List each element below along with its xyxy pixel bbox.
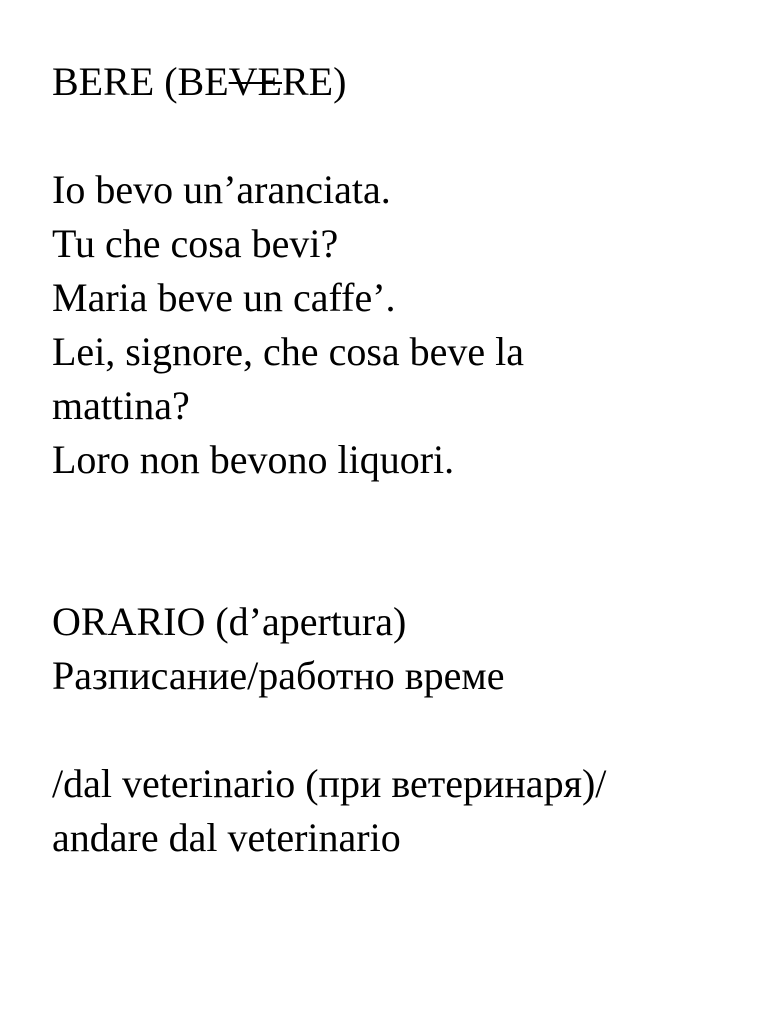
- verb-heading-prefix: BERE (BE: [52, 59, 229, 104]
- verb-heading: [52, 55, 752, 109]
- spacer: [52, 109, 752, 163]
- orario-translation: Разписание/работно време: [52, 653, 505, 698]
- orario-heading: ORARIO (d’apertura): [52, 599, 407, 644]
- spacer: [52, 703, 752, 757]
- example-line: Lei, signore, che cosa beve la: [52, 329, 525, 374]
- example-line: Loro non bevono liquori.: [52, 437, 455, 482]
- verb-heading-suffix: RE): [282, 59, 347, 104]
- spacer: [52, 487, 752, 595]
- vet-line: /dal veterinario (при ветеринаря)/: [52, 761, 607, 806]
- vet-line: andare dal veterinario: [52, 815, 401, 860]
- example-line: Maria beve un caffe’.: [52, 275, 396, 320]
- verb-heading-struck: VE: [228, 59, 282, 104]
- document-page: [52, 55, 752, 865]
- example-line: Tu che cosa bevi?: [52, 221, 339, 266]
- example-line: mattina?: [52, 383, 190, 428]
- example-line: Io bevo un’aranciata.: [52, 167, 391, 212]
